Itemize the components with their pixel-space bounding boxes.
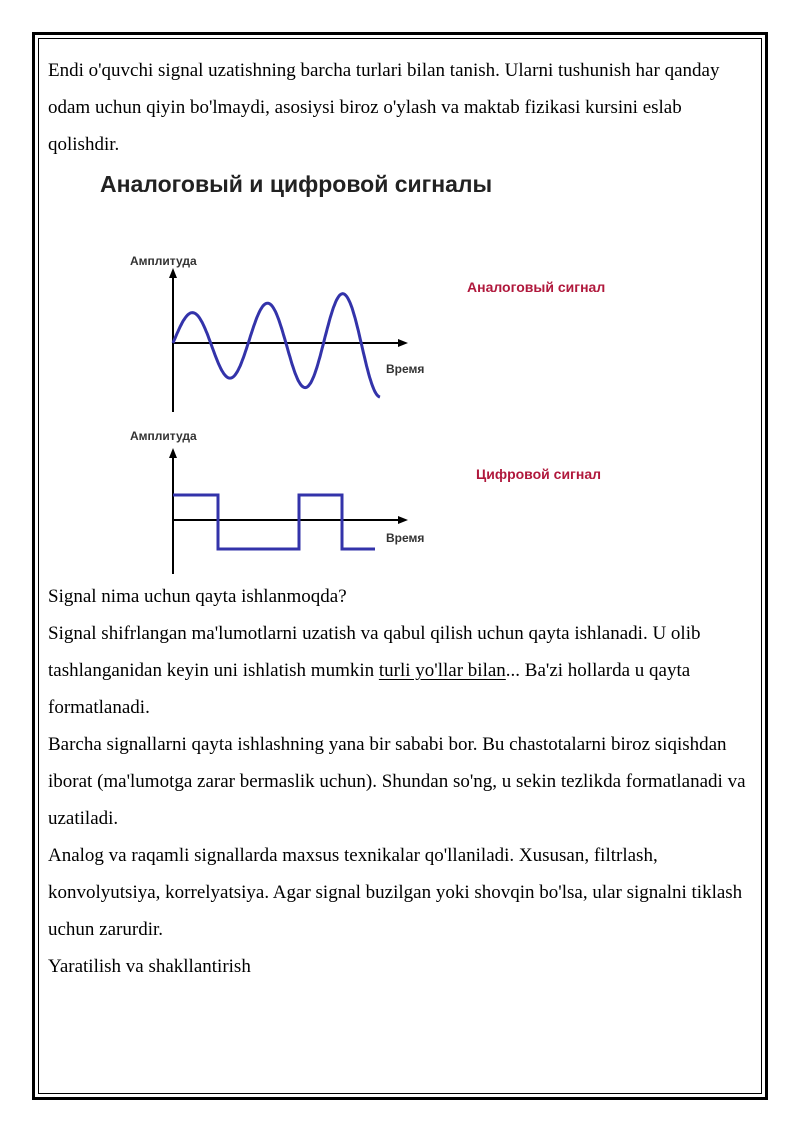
analog-wave bbox=[173, 294, 380, 397]
y-axis-arrow-analog bbox=[169, 268, 177, 278]
section-heading: Yaratilish va shakllantirish bbox=[48, 956, 251, 977]
amplitude-label-analog: Амплитуда bbox=[130, 254, 197, 268]
paragraph-1-before-link: Signal shifrlangan ma'lumotlarni uzatish va qabul qilish uchun qayta ishlanadi. U olib tashlanganidan keyin uni ishlatish mumkin bbox=[48, 623, 701, 681]
signal-diagram bbox=[90, 162, 710, 582]
y-axis-arrow-digital bbox=[169, 448, 177, 458]
paragraph-1-after-link: ... Ba'zi hollarda u qayta formatlanadi. bbox=[48, 660, 691, 718]
x-axis-arrow-digital bbox=[398, 516, 408, 524]
analog-signal-label: Аналоговый сигнал bbox=[467, 279, 606, 295]
intro-paragraph: Endi o'quvchi signal uzatishning barcha turlari bilan tanish. Ularni tushunish har qanday odam uchun qiyin bo'lmaydi, asosiysi biroz o'ylash va maktab fizikasi kursini eslab qolishdir. bbox=[48, 60, 720, 155]
paragraph-2: Barcha signallarni qayta ishlashning yana bir sababi bor. Bu chastotalarni biroz siqishdan iborat (ma'lumotga zarar bermaslik uchun). Shundan so'ng, u sekin tezlikda formatlanadi va uzatiladi. bbox=[48, 734, 746, 829]
time-label-analog: Время bbox=[386, 362, 425, 376]
body-section bbox=[48, 578, 748, 985]
digital-wave bbox=[173, 495, 375, 549]
ways-link[interactable]: turli yo'llar bilan bbox=[378, 660, 506, 681]
x-axis-arrow-analog bbox=[398, 339, 408, 347]
section-question: Signal nima uchun qayta ishlanmoqda? bbox=[48, 586, 347, 607]
paragraph-3: Analog va raqamli signallarda maxsus texnikalar qo'llaniladi. Xususan, filtrlash, konvolyutsiya, korrelyatsiya. Agar signal buzilgan yoki shovqin bo'lsa, ular signalni tiklash uchun zarurdir. bbox=[48, 845, 743, 940]
amplitude-label-digital: Амплитуда bbox=[130, 429, 197, 443]
signal-figure bbox=[90, 162, 710, 582]
digital-signal-label: Цифровой сигнал bbox=[476, 466, 602, 482]
time-label-digital: Время bbox=[386, 531, 425, 545]
paragraph-1 bbox=[48, 615, 748, 726]
figure-title: Аналоговый и цифровой сигналы bbox=[100, 171, 493, 197]
